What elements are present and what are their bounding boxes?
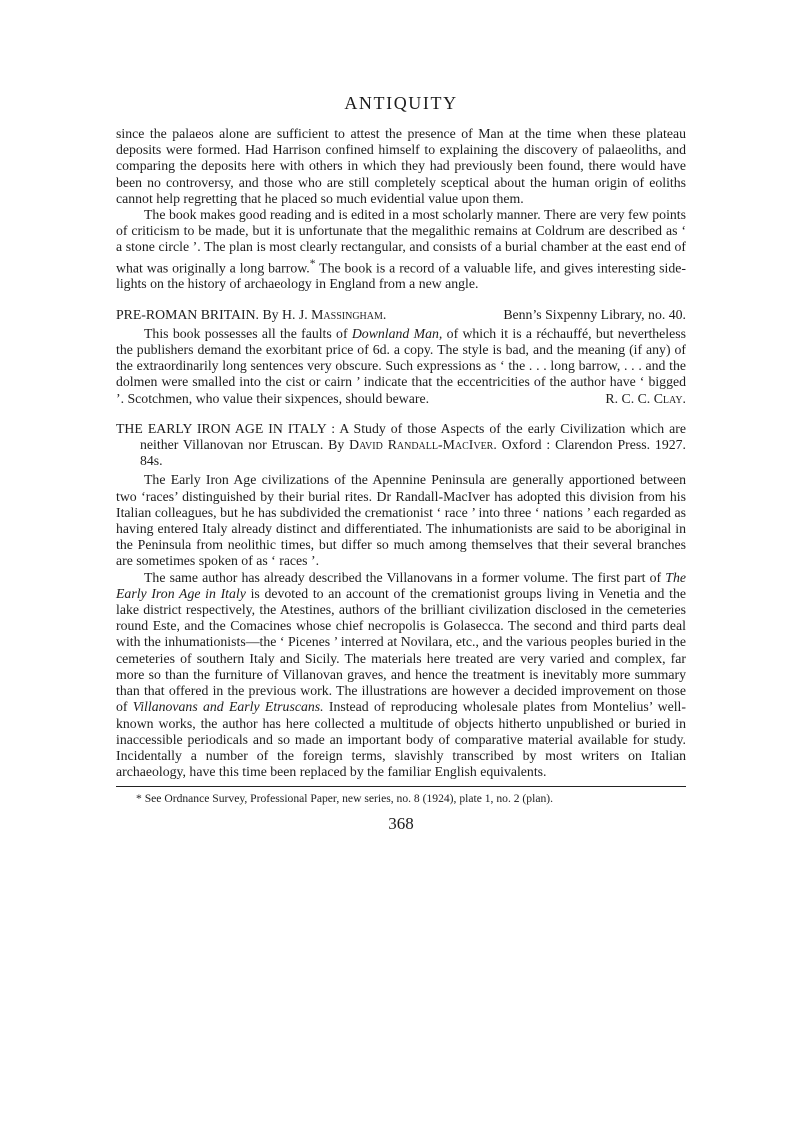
review3-paragraph-2: [116, 570, 686, 781]
review2-title: PRE-ROMAN BRITAIN.: [116, 306, 260, 322]
review1-p2-text: The book makes good reading and is edited in a most scholarly manner. There are very few points of criticism to be made, but it is unfortunate that the megalithic remains at Coldrum are described as ‘ a stone circle ’. The plan is most clearly rectangular, and consists of a burial chamber at the east end of what was originally a long barrow.: [116, 207, 686, 276]
review3-heading: [116, 421, 686, 470]
page: [116, 92, 686, 833]
review3-p2-text-a: The same author has already described the Villanovans in a former volume. The first part of: [144, 569, 666, 585]
page-number: 368: [388, 814, 414, 834]
review3-p2-text-b: is devoted to an account of the cremationist groups living in Venetia and the lake district respectively, the Atestines, authors of the brilliant civilization disclosed in the cemeteries round Este, and the Comacines whose chief necropolis is Golasecca. The second and third parts deal with the inhumationists—the ‘ Picenes ’ interred at Novilara, etc., and the various peoples buried in the cemeteries of southern Italy and Sicily. The materials here treated are very varied and complex, far more so than the furniture of Villanovan graves, and hence the treatment is inevitably more summary than that offered in the previous work. The illustrations are however a decided improvement on those of: [116, 585, 686, 715]
footnote: * See Ordnance Survey, Professional Paper, new series, no. 8 (1924), plate 1, no. 2 (plan).: [136, 792, 554, 806]
review3-book-title-2: Villanovans and Early Etruscans.: [132, 699, 324, 715]
footnote-mark: *: [309, 257, 316, 270]
review2-heading: [116, 307, 686, 323]
review3-book-title-1: The Early Iron Age in Italy: [116, 569, 686, 601]
review2-by: By H. J.: [262, 306, 308, 322]
review3-p2-text-c: Instead of reproducing wholesale plates from Montelius’ well-known works, the author has here collected a multitude of objects hitherto unpublished or buried in inaccessible periodicals and so made an important body of comparative material available for study. Incidentally a number of the foreign terms, slavishly transcribed by most writers on Italian archaeology, have this time been replaced by the familiar English equivalents.: [116, 699, 686, 780]
review3-imprint: Oxford : Clarendon Press. 1927. 84s.: [140, 437, 686, 469]
review2-signature: R. C. C. Clay.: [605, 390, 686, 406]
review2-book-title: Downland Man,: [351, 325, 443, 341]
review3-subtitle: A Study of those Aspects of the early Civilization which are neither Villanovan nor Etruscan. By: [140, 420, 687, 453]
review2-title-group: [116, 307, 386, 323]
review3-paragraph-1: The Early Iron Age civilizations of the Apennine Peninsula are generally apportioned between two ‘races’ distinguished by their burial rites. Dr Randall-MacIver has adopted this division from his Italian colleagues, but he has subdivided the cremationist ‘ race ’ into three ‘ nations ’ each regarded as having entered Italy already distinct and differentiated. The inhumationists are said to be aboriginal in the Peninsula from neolithic times, but differ so much among themselves that their several branches are sometimes spoken of as ‘ races ’.: [116, 472, 686, 569]
review3-title: THE EARLY IRON AGE IN ITALY :: [116, 420, 336, 436]
running-head: ANTIQUITY: [344, 93, 458, 113]
review2-author: Massingham.: [311, 306, 387, 322]
review1-p2-text-end: The book is a record of a valuable life, and gives interesting side-lights on the history of archaeology in England from a new angle.: [116, 260, 686, 292]
review1-paragraph-1: since the palaeos alone are sufficient to attest the presence of Man at the time when these plateau deposits were formed. Had Harrison confined himself to explaining the discovery of palaeoliths, and comparing the deposits here with others in which they had previously been found, there would have been no controversy, and those who are still completely sceptical about the human origin of eoliths cannot help regretting that he placed so much evidential value upon them.: [116, 126, 686, 206]
review2-body-text-end: of which it is a réchauffé, but nevertheless the publishers demand the exorbitant price of 6d. a copy. The style is bad, and the meaning (if any) of the extraordinarily long sentences very obscure. Such expressions as ‘ the . . . long barrow, . . . and the dolmen were smalled into the cist or cairn ’ indicate that the eccentricities of the author have ‘ bigged ’. Scotchmen, who value their sixpences, should beware.: [116, 325, 686, 406]
review3-author: David Randall-MacIver.: [349, 437, 497, 453]
review2-body-text: This book possesses all the faults of: [144, 325, 352, 341]
review2-body: [116, 326, 686, 407]
review2-publisher: Benn’s Sixpenny Library, no. 40.: [503, 306, 686, 322]
review1-paragraph-2: [116, 207, 686, 293]
footnote-divider: [116, 786, 686, 787]
